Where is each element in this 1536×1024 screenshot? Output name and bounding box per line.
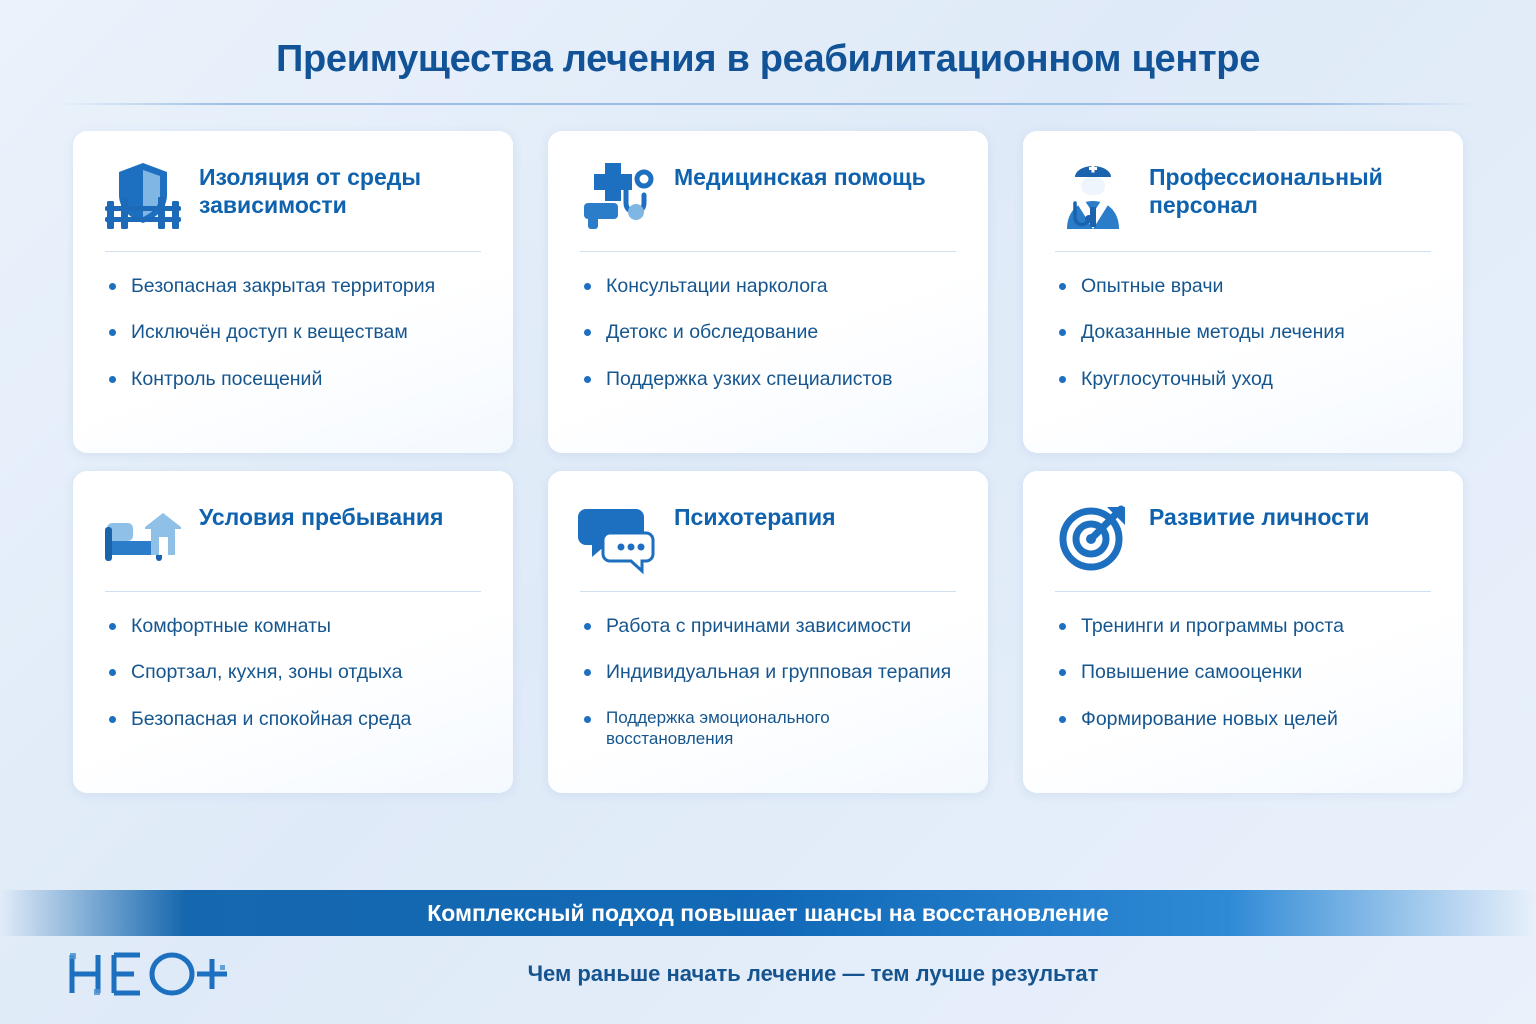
list-item: Безопасная закрытая территория (107, 274, 485, 298)
banner-text: Комплексный подход повышает шансы на восстановление (427, 899, 1109, 926)
bed-house-icon (101, 497, 185, 575)
card-title: Профессиональный персонал (1149, 164, 1383, 219)
card-bullet-list (101, 274, 485, 391)
card-bullet-list (1051, 614, 1435, 731)
list-item: Доказанные методы лечения (1057, 320, 1435, 344)
target-arrow-icon (1051, 497, 1135, 575)
card-bullet-list (576, 274, 960, 391)
page-header (0, 0, 1536, 105)
list-item: Круглосуточный уход (1057, 367, 1435, 391)
list-item: Спортзал, кухня, зоны отдыха (107, 660, 485, 684)
list-item: Опытные врачи (1057, 274, 1435, 298)
doctor-icon (1051, 157, 1135, 235)
title-divider (58, 103, 1478, 105)
list-item: Комфортные комнаты (107, 614, 485, 638)
card-title: Условия пребывания (199, 504, 444, 530)
list-item: Тренинги и программы роста (1057, 614, 1435, 638)
card-divider (580, 251, 956, 252)
benefit-card (73, 471, 513, 793)
speech-bubbles-icon (576, 497, 660, 575)
list-item: Работа с причинами зависимости (582, 614, 960, 638)
page-footer (0, 942, 1536, 1006)
card-title: Медицинская помощь (674, 164, 926, 190)
page-title: Преимущества лечения в реабилитационном центре (275, 38, 1261, 80)
benefit-card (548, 471, 988, 793)
card-divider (1055, 591, 1431, 592)
benefit-card (73, 131, 513, 453)
card-header (101, 497, 485, 581)
card-bullet-list (1051, 274, 1435, 391)
list-item: Контроль посещений (107, 367, 485, 391)
card-header (576, 497, 960, 581)
card-divider (105, 591, 481, 592)
list-item: Детокс и обследование (582, 320, 960, 344)
card-header (576, 157, 960, 241)
card-header (101, 157, 485, 241)
card-title: Развитие личности (1149, 504, 1370, 530)
brand-logo (60, 945, 260, 1003)
card-divider (580, 591, 956, 592)
card-header (1051, 157, 1435, 241)
card-divider (105, 251, 481, 252)
list-item: Консультации нарколога (582, 274, 960, 298)
list-item: Исключён доступ к веществам (107, 320, 485, 344)
footer-text: Чем раньше начать лечение — тем лучше результат (527, 961, 1099, 986)
card-title: Изоляция от среды зависимости (199, 164, 421, 219)
summary-banner (0, 890, 1536, 936)
card-header (1051, 497, 1435, 581)
benefits-grid (68, 131, 1468, 793)
list-item: Повышение самооценки (1057, 660, 1435, 684)
card-bullet-list (576, 614, 960, 749)
medical-cross-stethoscope-icon (576, 157, 660, 235)
benefit-card (1023, 131, 1463, 453)
card-bullet-list (101, 614, 485, 731)
list-item: Безопасная и спокойная среда (107, 707, 485, 731)
list-item: Формирование новых целей (1057, 707, 1435, 731)
benefit-card (1023, 471, 1463, 793)
card-title: Психотерапия (674, 504, 836, 530)
card-divider (1055, 251, 1431, 252)
benefit-card (548, 131, 988, 453)
list-item: Индивидуальная и групповая терапия (582, 660, 960, 684)
shield-fence-icon (101, 157, 185, 235)
list-item: Поддержка эмоционального восстановления (582, 707, 960, 750)
list-item: Поддержка узких специалистов (582, 367, 960, 391)
